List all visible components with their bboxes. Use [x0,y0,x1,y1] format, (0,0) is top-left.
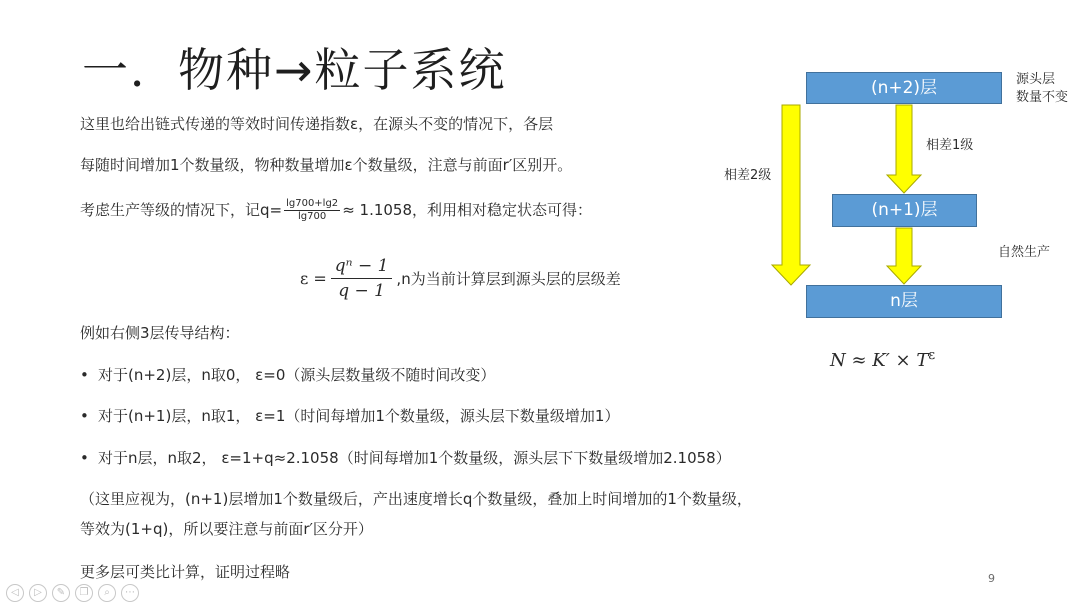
epsilon-denominator: q − 1 [338,281,385,301]
n-formula-exponent: ε [928,348,936,363]
label-diff-1: 相差1级 [926,138,974,153]
n-formula [830,348,935,371]
label-natural-production: 自然生产 [998,245,1051,260]
zoom-icon[interactable]: ⌕ [98,584,116,602]
paragraph-line-1: 这里也给出链式传递的等效时间传递指数ε，在源头不变的情况下，各层 [80,115,554,133]
bullet-text: 对于(n+2)层，n取0， ε=0（源头层数量级不随时间改变） [98,366,496,384]
q-definition-suffix: ≈ 1.1058，利用相对稳定状态可得： [342,201,593,219]
bullet-dot: • [80,366,89,384]
label-quantity-constant: 数量不变 [1016,90,1069,105]
q-fraction-denominator: lg700 [298,211,327,222]
paragraph-line-2: 每随时间增加1个数量级，物种数量增加ε个数量级，注意与前面r′区别开。 [80,156,573,174]
note-line-2: 等效为(1+q)，所以要注意与前面r′区分开） [80,520,373,538]
label-diff-2: 相差2级 [724,168,772,183]
pen-icon[interactable]: ✎ [52,584,70,602]
arrow-diff1 [887,105,921,193]
note-line-1: （这里应视为，(n+1)层增加1个数量级后，产出速度增长q个数量级，叠加上时间增加的1个数量级， [80,490,752,508]
presentation-toolbar [6,584,139,604]
q-fraction-numerator: lg700+lg2 [286,198,339,209]
example-intro: 例如右侧3层传导结构： [80,324,240,342]
page-number: 9 [988,572,995,585]
prev-icon[interactable]: ◁ [6,584,24,602]
slide-title: 一．物种→粒子系统 [82,43,507,97]
q-definition-prefix: 考虑生产等级的情况下，记q= [80,201,283,219]
more-icon[interactable]: ⋯ [121,584,139,602]
epsilon-numerator: qⁿ − 1 [331,256,393,279]
layer-box-n: n层 [806,285,1002,318]
bullet-text: 对于(n+1)层，n取1， ε=1（时间每增加1个数量级，源头层下数量级增加1） [98,407,620,425]
layer-box-n-plus-1: (n+1)层 [832,194,977,227]
closing-line: 更多层可类比计算，证明过程略 [80,563,291,581]
arrow-diff2 [772,105,810,285]
layer-box-n-plus-2: (n+2)层 [806,72,1002,104]
bullet-dot: • [80,449,89,467]
arrow-natural [887,228,921,284]
bullet-text: 对于n层，n取2， ε=1+q≈2.1058（时间每增加1个数量级，源头层下下数量级增加2.1058） [98,449,731,467]
label-source-layer: 源头层 [1016,72,1056,87]
next-icon[interactable]: ▷ [29,584,47,602]
epsilon-lhs: ε = [300,268,327,288]
bullet-dot: • [80,407,89,425]
copy-icon[interactable]: ❐ [75,584,93,602]
epsilon-formula-suffix: ,n为当前计算层到源头层的层级差 [396,269,621,288]
n-formula-body: N ≈ K′ × T [830,350,929,371]
